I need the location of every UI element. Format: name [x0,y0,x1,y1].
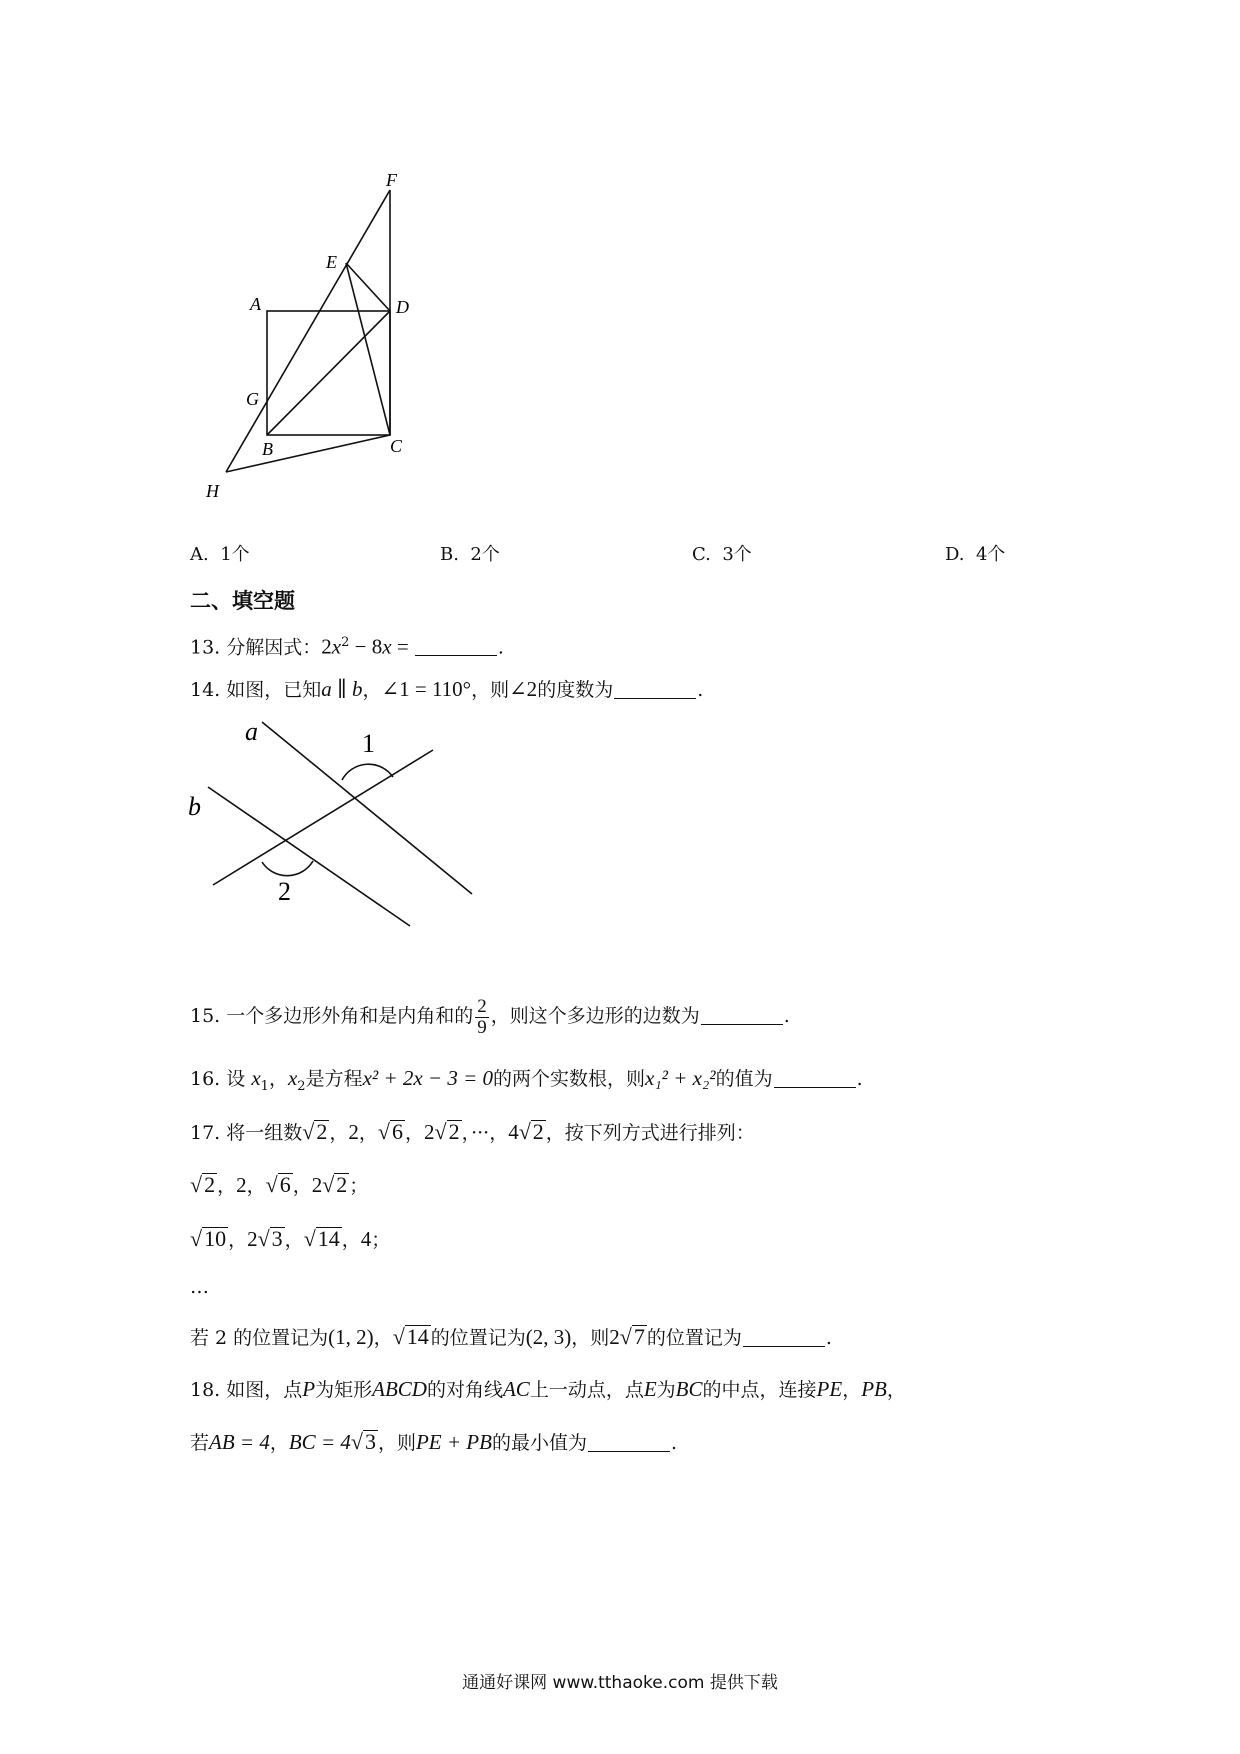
question-16: 16. 设 $x_1$，$x_2$是方程x² + 2x − 3 = 0的两个实数根，则x₁² + x₂²的值为 . [190,1066,863,1094]
label-2: 2 [278,877,291,906]
label-C: C [390,436,403,456]
label-D: D [396,297,409,317]
question-17-ask: 若 2 的位置记为(1, 2)，√14 的位置记为(2, 3)，则2√7 的位置记为 . [190,1324,832,1349]
question-17-ellipsis: … [190,1276,209,1298]
footer: 通通好课网 www.tthaoke.com 提供下载 [462,1673,778,1693]
answer-blank[interactable] [588,1431,670,1452]
label-b: b [188,792,201,821]
choice-b: B. 2个 [440,544,500,565]
answer-blank[interactable] [774,1067,856,1088]
answer-blank[interactable] [701,1004,783,1025]
answer-blank[interactable] [614,678,696,699]
question-18-line2: 若AB = 4，BC = 4√3 ，则PE + PB的最小值为 . [190,1429,678,1454]
question-17: 17. 将一组数√2 ，2，√6 ，2√2 ，···，4√2 ，按下列方式进行排列： [190,1119,755,1144]
figure-parallel-lines [185,715,485,935]
question-14: 14. 如图，已知a ∥ b，∠1 = 110°，则∠2的度数为 . [190,677,704,701]
section-title: 二、填空题 [190,589,295,613]
question-18: 18. 如图，点P为矩形ABCD的对角线AC上一动点，点E为BC的中点，连接PE，PB， [190,1377,906,1401]
answer-blank[interactable] [415,635,497,656]
label-B: B [262,439,273,459]
label-A: A [250,294,261,314]
question-17-row2: √10 ，2√3 ，√14 ，4； [190,1226,391,1251]
question-13: 13. 分解因式：$2x^2 - 8x$ = . [190,634,504,659]
fraction: $\frac{2}{9}$ [477,995,487,1038]
question-17-row1: √2 ，2，√6 ，2√2 ； [190,1172,369,1197]
choice-a: A. 1个 [190,544,250,565]
label-H: H [206,481,219,501]
choice-c: C. 3个 [692,544,752,565]
label-a: a [245,717,258,746]
label-F: F [386,170,397,190]
answer-blank[interactable] [743,1326,825,1347]
label-G: G [246,389,259,409]
label-1: 1 [362,729,375,758]
question-15: 15. 一个多边形外角和是内角和的 $\frac{2}{9}$ ，则这个多边形的边数为 . [190,995,790,1038]
figure-square-abcd [190,160,450,510]
label-E: E [326,252,337,272]
choice-d: D. 4个 [945,544,1006,565]
